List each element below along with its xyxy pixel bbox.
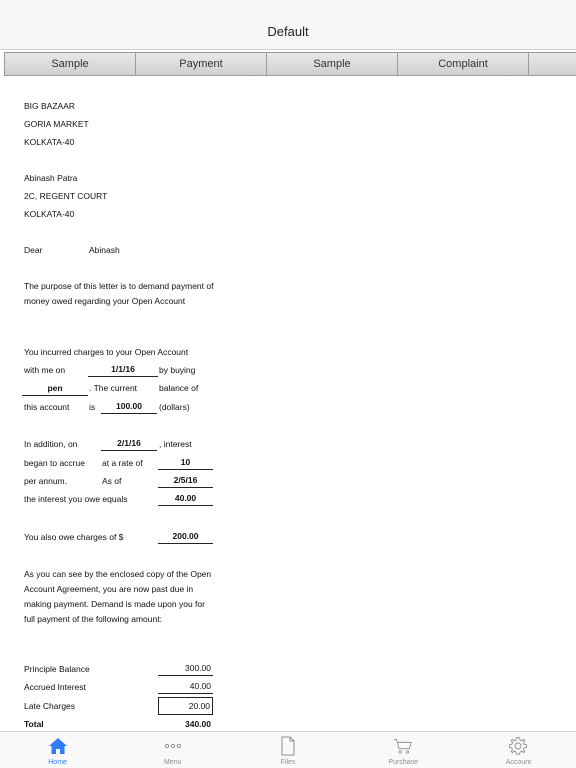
sender-line-2: GORIA MARKET: [24, 119, 89, 129]
sender-line-1: BIG BAZAAR: [24, 101, 76, 111]
with-me-on-label: with me on: [24, 365, 66, 375]
late-charges-field[interactable]: 20.00: [158, 697, 213, 715]
balance-of-label: balance of: [159, 383, 199, 393]
bottom-tab-label: Account: [505, 759, 532, 766]
as-of-date-field[interactable]: 2/5/16: [158, 474, 213, 488]
total-field: 340.00: [185, 719, 211, 729]
recipient-line-1: Abinash Patra: [24, 173, 78, 183]
accrued-interest-label: Accrued Interest: [24, 682, 86, 692]
tab-payment[interactable]: Payment: [135, 52, 266, 76]
principle-balance-label: Principle Balance: [24, 664, 90, 674]
balance-field[interactable]: 100.00: [101, 400, 157, 414]
accrued-interest-field[interactable]: 40.00: [158, 680, 213, 694]
navigation-bar: [0, 0, 576, 50]
other-charges-field[interactable]: 200.00: [158, 530, 213, 544]
salutation-name: Abinash: [89, 245, 120, 255]
ellipsis-icon: [163, 736, 183, 756]
page-title: Default: [267, 24, 309, 39]
rate-field[interactable]: 10: [158, 456, 213, 470]
bottom-tab-label: Home: [48, 759, 67, 766]
charge-date-field[interactable]: 1/1/16: [88, 363, 158, 377]
also-owe-label: You also owe charges of $: [24, 532, 124, 542]
in-addition-label: In addition, on: [24, 439, 78, 449]
at-a-rate-of-label: at a rate of: [102, 458, 143, 468]
cart-icon: [393, 736, 413, 756]
bottom-tab-label: Files: [280, 759, 296, 766]
by-buying-label: by buying: [159, 365, 196, 375]
item-field[interactable]: pen: [22, 382, 88, 396]
the-current-label: . The current: [89, 383, 138, 393]
late-charges-label: Late Charges: [24, 701, 76, 711]
total-label: Total: [24, 719, 44, 729]
recipient-line-2: 2C, REGENT COURT: [24, 191, 108, 201]
interest-owe-label: the interest you owe equals: [24, 494, 128, 504]
recipient-line-3: KOLKATA-40: [24, 209, 75, 219]
home-icon: [48, 736, 68, 756]
bottom-tab-bar: [0, 731, 576, 768]
bottom-tab-purchase[interactable]: [346, 732, 461, 768]
bottom-tab-files[interactable]: [230, 732, 345, 768]
file-icon: [278, 736, 298, 756]
is-label: is: [89, 402, 96, 412]
sender-line-3: KOLKATA-40: [24, 137, 75, 147]
segment-tabs: [4, 52, 576, 76]
tab-sample-1[interactable]: Sample: [4, 52, 135, 76]
salutation: Dear: [24, 245, 43, 255]
bottom-tab-label: Menu: [164, 759, 182, 766]
principle-balance-field[interactable]: 300.00: [158, 662, 213, 676]
interest-amount-field[interactable]: 40.00: [158, 492, 213, 506]
began-to-accrue-label: began to accrue: [24, 458, 85, 468]
interest-comma-label: , interest: [159, 439, 192, 449]
this-account-label: this account: [24, 402, 70, 412]
bottom-tab-home[interactable]: [0, 732, 115, 768]
per-annum-label: per annum.: [24, 476, 67, 486]
tab-sample-2[interactable]: Sample: [266, 52, 397, 76]
dollars-label: (dollars): [159, 402, 190, 412]
bottom-tab-label: Purchase: [388, 759, 418, 766]
gear-icon: [508, 736, 528, 756]
bottom-tab-account[interactable]: [461, 732, 576, 768]
purpose-paragraph: The purpose of this letter is to demand payment of money owed regarding your Open Account: [24, 281, 214, 306]
as-of-label: As of: [102, 476, 122, 486]
past-due-paragraph: As you can see by the enclosed copy of the Open Account Agreement, you are now past due in making payment. Demand is made upon you for full payment of the following amount:: [24, 569, 212, 624]
tab-complaint[interactable]: Complaint: [397, 52, 528, 76]
charges-line-1: You incurred charges to your Open Account: [24, 347, 189, 357]
tab-overflow[interactable]: [528, 52, 576, 76]
bottom-tab-menu[interactable]: [115, 732, 230, 768]
interest-date-field[interactable]: 2/1/16: [101, 437, 157, 451]
